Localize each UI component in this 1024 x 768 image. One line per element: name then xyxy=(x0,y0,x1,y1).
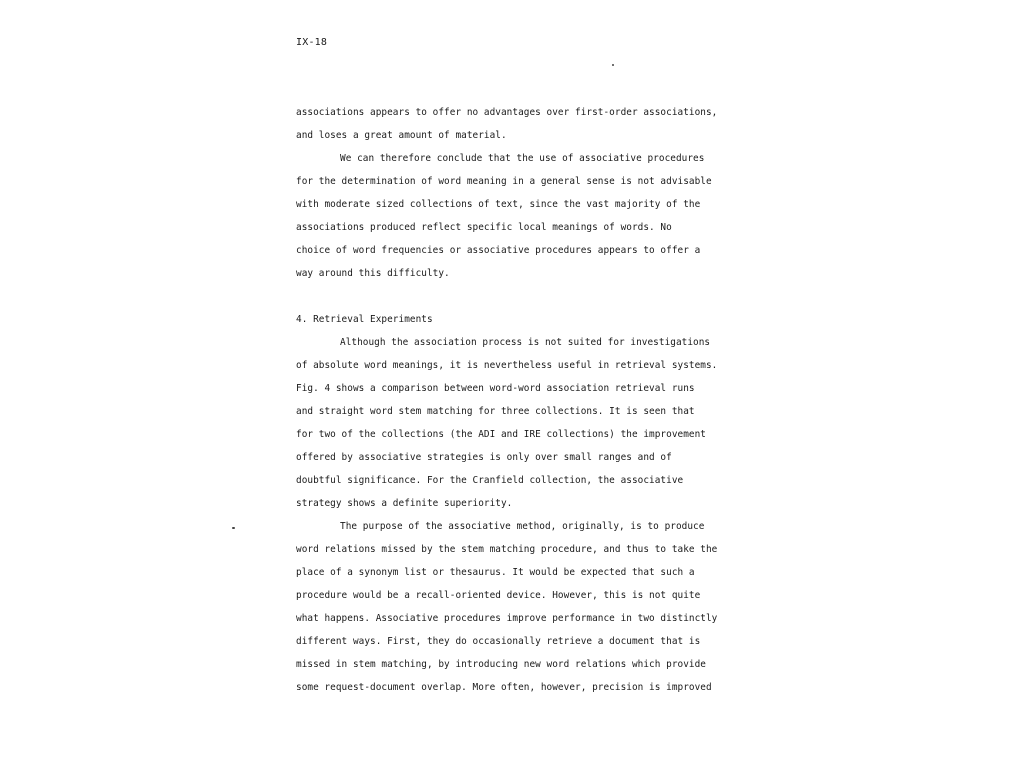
text-line: associations produced reflect specific local meanings of words. No xyxy=(296,222,672,233)
text-line: way around this difficulty. xyxy=(296,268,450,279)
text-line: missed in stem matching, by introducing new word relations which provide xyxy=(296,659,706,670)
section-heading: 4. Retrieval Experiments xyxy=(296,314,433,325)
text-line: choice of word frequencies or associative procedures appears to offer a xyxy=(296,245,701,256)
text-line: and loses a great amount of material. xyxy=(296,130,507,141)
text-line: word relations missed by the stem matching procedure, and thus to take the xyxy=(296,544,718,555)
paragraph-start: Although the association process is not suited for investigations xyxy=(340,337,711,348)
text-line: offered by associative strategies is only over small ranges and of xyxy=(296,452,672,463)
page-number: IX-18 xyxy=(296,37,328,48)
text-line: place of a synonym list or thesaurus. It would be expected that such a xyxy=(296,567,695,578)
text-line: and straight word stem matching for three collections. It is seen that xyxy=(296,406,695,417)
paragraph-start: We can therefore conclude that the use of associative procedures xyxy=(340,153,705,164)
text-line: of absolute word meanings, it is nevertheless useful in retrieval systems. xyxy=(296,360,718,371)
text-line: some request-document overlap. More often, however, precision is improved xyxy=(296,682,712,693)
text-line: for two of the collections (the ADI and IRE collections) the improvement xyxy=(296,429,706,440)
text-line: doubtful significance. For the Cranfield collection, the associative xyxy=(296,475,684,486)
text-line: different ways. First, they do occasionally retrieve a document that is xyxy=(296,636,701,647)
scan-speck xyxy=(612,64,614,66)
paragraph-start: The purpose of the associative method, originally, is to produce xyxy=(340,521,705,532)
text-line: what happens. Associative procedures improve performance in two distinctly xyxy=(296,613,718,624)
text-line: strategy shows a definite superiority. xyxy=(296,498,513,509)
scan-speck xyxy=(232,527,235,529)
text-line: for the determination of word meaning in a general sense is not advisable xyxy=(296,176,712,187)
text-line: with moderate sized collections of text, since the vast majority of the xyxy=(296,199,701,210)
text-line: associations appears to offer no advantages over first-order associations, xyxy=(296,107,718,118)
text-line: procedure would be a recall-oriented device. However, this is not quite xyxy=(296,590,701,601)
text-line: Fig. 4 shows a comparison between word-word association retrieval runs xyxy=(296,383,695,394)
